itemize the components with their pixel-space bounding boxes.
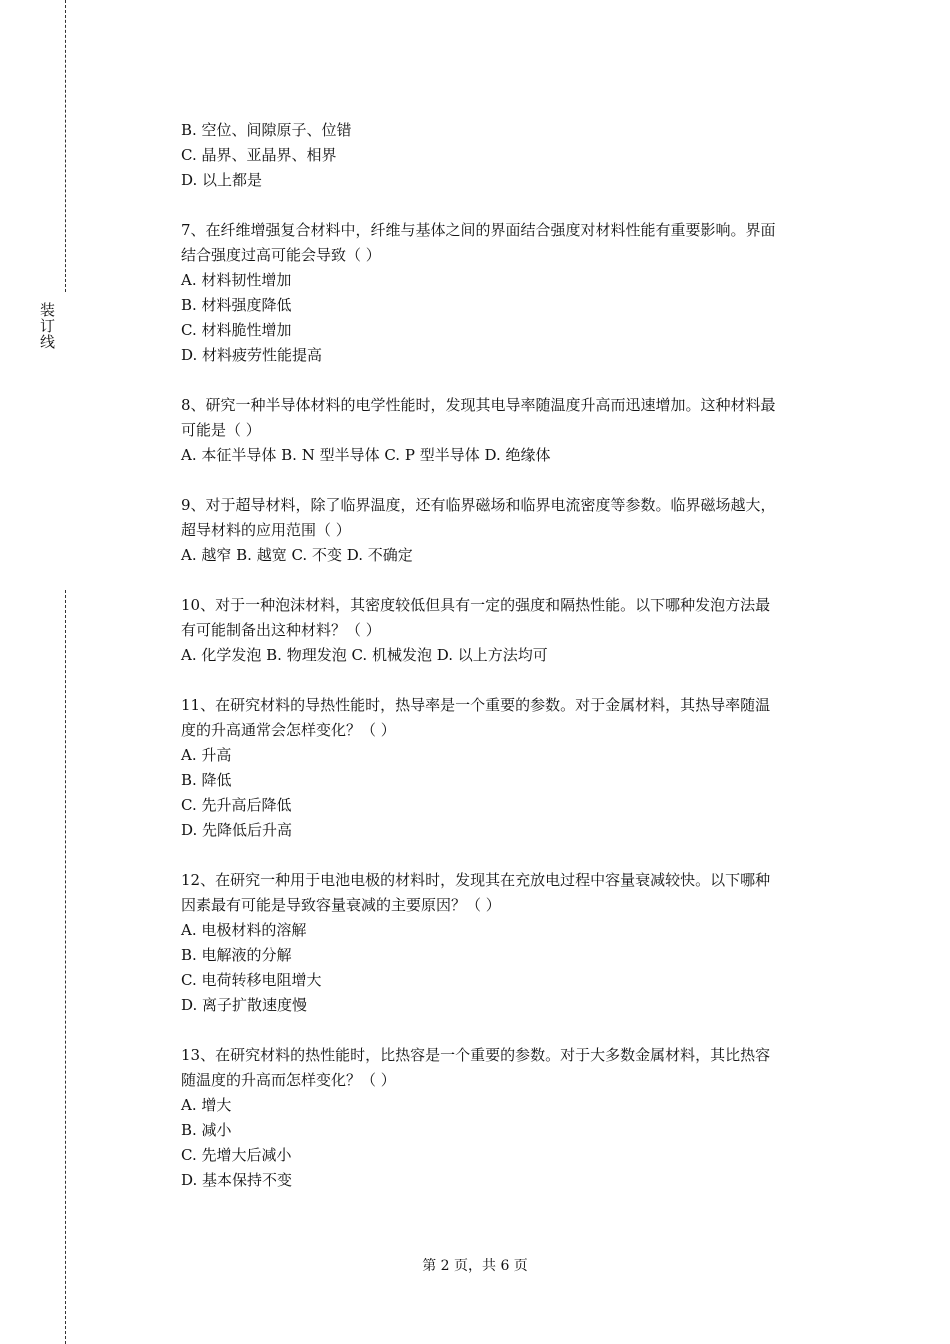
question-stem-line: 因素最有可能是导致容量衰减的主要原因？（ ） <box>181 896 501 914</box>
page-footer: 第 2 页，共 6 页 <box>422 1258 528 1274</box>
question-stem-line: 有可能制备出这种材料？（ ） <box>181 621 381 639</box>
binding-line-top <box>65 0 66 292</box>
question-stem-line: 8、研究一种半导体材料的电学性能时，发现其电导率随温度升高而迅速增加。这种材料最 <box>181 396 776 414</box>
answer-option: B. 减小 <box>181 1121 232 1139</box>
answer-option: D. 材料疲劳性能提高 <box>181 346 323 364</box>
question-stem-line: 7、在纤维增强复合材料中，纤维与基体之间的界面结合强度对材料性能有重要影响。界面 <box>181 221 776 239</box>
question-stem-line: 11、在研究材料的导热性能时，热导率是一个重要的参数。对于金属材料，其热导率随温 <box>181 696 771 714</box>
answer-option: A. 升高 <box>181 746 232 764</box>
question-stem-line: 10、对于一种泡沫材料，其密度较低但具有一定的强度和隔热性能。以下哪种发泡方法最 <box>181 596 771 614</box>
answer-option: D. 先降低后升高 <box>181 821 293 839</box>
answer-option: B. 降低 <box>181 771 232 789</box>
question-stem-line: 随温度的升高而怎样变化？（ ） <box>181 1071 396 1089</box>
question-block <box>181 593 841 668</box>
answer-option: A. 增大 <box>181 1096 232 1114</box>
question-block <box>181 868 841 1018</box>
question-stem-line: 13、在研究材料的热性能时，比热容是一个重要的参数。对于大多数金属材料，其比热容 <box>181 1046 771 1064</box>
question-list <box>181 118 841 1193</box>
answer-option: A. 越窄 B. 越宽 C. 不变 D. 不确定 <box>181 546 413 564</box>
question-stem-line: 9、对于超导材料，除了临界温度，还有临界磁场和临界电流密度等参数。临界磁场越大， <box>181 496 776 514</box>
answer-option: D. 基本保持不变 <box>181 1171 293 1189</box>
question-block <box>181 393 841 468</box>
binding-line-bottom <box>65 590 66 1344</box>
answer-option: A. 电极材料的溶解 <box>181 921 307 939</box>
answer-option: C. 材料脆性增加 <box>181 321 292 339</box>
question-block <box>181 493 841 568</box>
binding-line-label: 装订线 <box>38 302 56 350</box>
answer-option: B. 材料强度降低 <box>181 296 292 314</box>
answer-option: B. 电解液的分解 <box>181 946 292 964</box>
question-block <box>181 693 841 843</box>
question-stem-line: 度的升高通常会怎样变化？（ ） <box>181 721 396 739</box>
question-block <box>181 118 841 193</box>
answer-option: C. 晶界、亚晶界、相界 <box>181 146 337 164</box>
question-stem-line: 超导材料的应用范围（ ） <box>181 521 351 539</box>
answer-option: D. 离子扩散速度慢 <box>181 996 308 1014</box>
answer-option: A. 本征半导体 B. N 型半导体 C. P 型半导体 D. 绝缘体 <box>181 446 551 464</box>
answer-option: A. 材料韧性增加 <box>181 271 292 289</box>
question-stem-line: 结合强度过高可能会导致（ ） <box>181 246 381 264</box>
answer-option: C. 先升高后降低 <box>181 796 292 814</box>
question-block <box>181 1043 841 1193</box>
answer-option: B. 空位、间隙原子、位错 <box>181 121 352 139</box>
answer-option: C. 先增大后减小 <box>181 1146 292 1164</box>
question-stem-line: 可能是（ ） <box>181 421 261 439</box>
question-stem-line: 12、在研究一种用于电池电极的材料时，发现其在充放电过程中容量衰减较快。以下哪种 <box>181 871 771 889</box>
answer-option: A. 化学发泡 B. 物理发泡 C. 机械发泡 D. 以上方法均可 <box>181 646 548 664</box>
answer-option: D. 以上都是 <box>181 171 263 189</box>
answer-option: C. 电荷转移电阻增大 <box>181 971 322 989</box>
question-block <box>181 218 841 368</box>
